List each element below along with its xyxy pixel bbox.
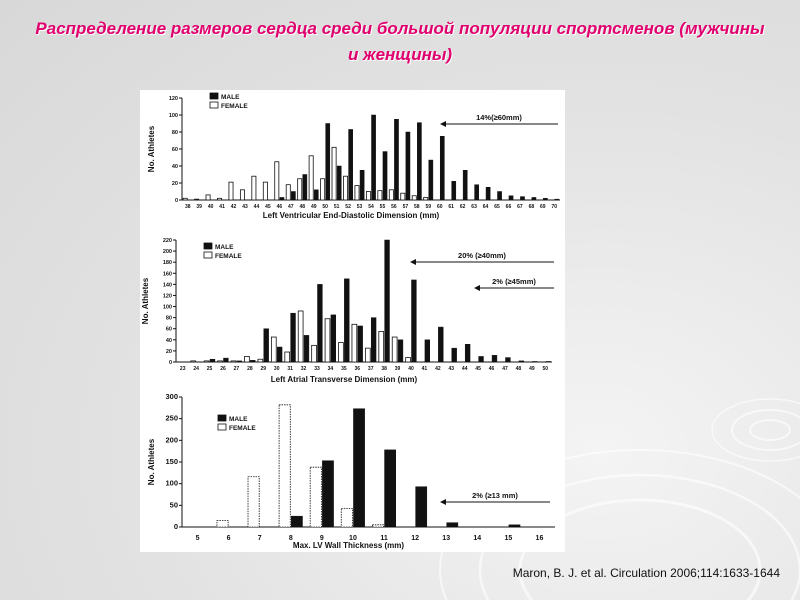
bar-female-38 [379,332,384,363]
bar-male-55 [383,152,387,200]
annotation-label: 2% (≥13 mm) [472,491,518,500]
bar-male-25 [210,359,215,362]
x-axis-label: Max. LV Wall Thickness (mm) [292,541,405,550]
x-tick-label: 53 [356,204,363,210]
annotation-label: 2% (≥45mm) [492,277,536,286]
bar-male-27 [237,361,242,362]
y-tick-label: 200 [165,435,178,445]
chart-3 [147,392,555,550]
bar-male-32 [304,335,309,362]
y-tick-label: 140 [162,282,172,289]
x-tick-label: 25 [206,366,213,372]
bar-male-10 [353,409,364,527]
bar-male-43 [452,348,457,362]
x-tick-label: 15 [504,535,513,542]
bar-female-41 [217,198,221,200]
x-tick-label: 33 [314,366,320,372]
y-tick-label: 0 [174,198,178,204]
x-tick-label: 11 [380,535,388,542]
y-tick-label: 200 [162,249,172,256]
y-tick-label: 100 [168,113,178,119]
bar-male-46 [280,197,284,200]
x-tick-label: 31 [287,366,293,372]
bar-male-58 [417,123,421,200]
bar-female-11 [372,525,383,527]
bar-male-49 [532,361,537,362]
x-tick-label: 70 [551,204,558,210]
bar-male-31 [291,313,296,362]
y-tick-label: 250 [165,413,178,423]
x-tick-label: 39 [394,366,401,372]
x-tick-label: 51 [333,204,340,210]
bar-male-33 [318,284,323,362]
x-tick-label: 5 [195,535,200,542]
annotation-arrow-head [410,259,416,265]
x-tick-label: 28 [247,366,253,372]
y-axis-label: No. Athletes [147,438,156,486]
bar-female-9 [310,467,321,527]
bar-male-12 [416,487,427,527]
x-tick-label: 48 [515,366,522,372]
bar-male-9 [322,461,333,527]
bar-female-39 [195,199,199,200]
bar-male-62 [463,170,467,200]
x-tick-label: 37 [367,366,374,372]
chart-2 [141,238,554,384]
bar-male-50 [326,124,330,201]
bar-male-53 [360,170,364,200]
y-tick-label: 300 [165,392,178,401]
x-tick-label: 43 [448,366,455,372]
bar-male-35 [344,279,349,362]
bar-male-63 [475,185,479,200]
x-tick-label: 32 [300,366,307,372]
bar-female-59 [424,197,428,200]
y-tick-label: 100 [165,478,178,488]
x-tick-label: 41 [421,366,428,372]
bar-male-38 [385,240,390,362]
bar-female-40 [406,358,411,362]
legend-label-male: MALE [229,416,248,423]
bar-male-11 [385,450,396,527]
x-tick-label: 41 [219,204,225,210]
annotation-arrow-head [440,121,446,127]
x-axis-label: Left Atrial Transverse Dimension (mm) [270,375,418,384]
bar-male-49 [314,190,318,200]
bar-male-64 [486,187,490,200]
y-axis-label: No. Athletes [141,277,150,325]
bar-female-39 [392,337,397,362]
bar-male-29 [264,329,269,362]
x-tick-label: 68 [528,204,535,210]
y-tick-label: 20 [171,181,178,187]
y-tick-label: 40 [165,337,172,344]
bar-male-40 [412,280,417,362]
bar-male-65 [498,192,502,201]
bar-female-54 [366,192,370,201]
x-tick-label: 39 [196,204,202,210]
y-tick-label: 60 [165,326,172,333]
x-tick-label: 38 [381,366,387,372]
bar-male-61 [452,181,456,200]
x-tick-label: 13 [442,535,451,542]
bar-male-41 [425,340,430,362]
x-tick-label: 50 [542,366,549,372]
bar-female-48 [298,179,302,200]
x-tick-label: 49 [529,366,535,372]
x-tick-label: 35 [341,366,347,372]
x-tick-label: 45 [475,366,481,372]
bar-male-52 [349,129,353,200]
bar-female-27 [231,361,236,362]
bar-male-50 [546,361,551,362]
x-tick-label: 42 [230,204,237,210]
bar-female-47 [286,185,290,200]
y-tick-label: 160 [162,271,172,278]
x-tick-label: 7 [257,535,262,542]
bar-female-29 [258,359,263,362]
x-tick-label: 23 [179,366,186,372]
bar-male-15 [509,525,520,527]
x-tick-label: 8 [288,535,293,542]
bar-female-34 [325,319,330,362]
bar-male-68 [532,197,536,200]
bar-male-8 [291,516,302,527]
x-tick-label: 56 [391,204,397,210]
bar-female-31 [285,352,290,362]
x-tick-label: 29 [260,366,267,372]
x-tick-label: 6 [226,535,231,542]
x-tick-label: 26 [220,366,226,372]
bar-female-57 [401,193,405,200]
y-tick-label: 80 [165,315,172,322]
bar-female-37 [365,348,370,362]
bar-female-26 [218,361,223,362]
x-tick-label: 50 [322,204,328,210]
bar-male-26 [224,358,229,362]
bar-female-28 [245,356,250,362]
bar-male-70 [555,199,559,200]
bar-female-8 [279,405,290,527]
bar-male-39 [398,340,403,362]
x-tick-label: 59 [425,204,432,210]
bar-female-42 [229,182,233,200]
y-axis-label: No. Athletes [147,125,156,173]
bar-male-47 [291,192,295,201]
chart-1 [147,93,560,220]
x-axis-label: Left Ventricular End-Diastolic Dimension (mm) [262,211,440,220]
legend-swatch-female [204,252,212,258]
y-tick-label: 0 [173,522,178,531]
x-tick-label: 40 [207,204,214,210]
bar-female-52 [343,176,347,200]
bar-female-7 [248,477,259,527]
x-tick-label: 55 [379,204,386,210]
bar-male-13 [447,523,458,527]
x-tick-label: 27 [233,366,240,372]
x-tick-label: 57 [402,204,409,210]
legend-swatch-male [204,243,212,249]
x-tick-label: 40 [408,366,414,372]
x-tick-label: 65 [494,204,500,210]
x-tick-label: 38 [184,204,191,210]
y-tick-label: 20 [165,348,172,355]
bar-male-47 [506,358,511,362]
x-tick-label: 9 [319,535,324,542]
bar-male-45 [479,356,484,362]
y-tick-label: 80 [171,130,178,136]
y-tick-label: 100 [162,304,172,311]
y-tick-label: 0 [168,360,172,366]
bar-male-67 [520,197,524,200]
y-tick-label: 120 [162,293,172,300]
legend-label-female: FEMALE [221,103,248,110]
x-tick-label: 48 [299,204,306,210]
bar-female-10 [341,508,352,527]
x-tick-label: 47 [288,204,294,210]
x-tick-label: 69 [540,204,546,210]
x-tick-label: 12 [411,535,420,542]
bar-female-50 [321,179,325,200]
x-tick-label: 24 [193,366,199,372]
y-tick-label: 150 [165,457,178,466]
legend-label-male: MALE [221,94,240,101]
bar-female-25 [204,361,209,362]
bar-female-30 [271,337,276,362]
x-tick-label: 34 [327,366,334,372]
x-tick-label: 66 [505,204,512,210]
bar-female-55 [378,191,382,200]
bar-male-42 [438,327,443,362]
bar-male-48 [519,361,524,362]
x-tick-label: 64 [482,204,489,210]
x-tick-label: 67 [517,204,523,210]
bar-female-43 [240,190,244,200]
bar-female-46 [275,162,279,200]
bar-female-58 [412,196,416,200]
x-tick-label: 42 [435,366,441,372]
y-tick-label: 180 [162,260,172,267]
annotation-label: 14%(≥60mm) [476,113,522,122]
x-tick-label: 46 [488,366,495,372]
x-tick-label: 36 [354,366,361,372]
y-tick-label: 50 [169,500,178,510]
y-tick-label: 120 [168,96,178,102]
x-tick-label: 43 [242,204,248,210]
x-tick-label: 45 [265,204,271,210]
bar-male-54 [372,115,376,200]
bar-female-44 [252,176,256,200]
y-tick-label: 40 [171,164,178,170]
y-tick-label: 60 [171,147,178,153]
bar-male-30 [277,347,282,362]
bar-female-35 [339,343,344,362]
x-tick-label: 10 [349,535,357,542]
annotation-arrow-head [474,285,480,291]
bar-male-44 [465,344,470,362]
bar-female-56 [389,190,393,200]
bar-female-33 [312,345,317,362]
annotation-arrow-head [440,499,446,505]
figure-panel [140,90,565,552]
legend-swatch-female [210,102,218,108]
x-tick-label: 52 [345,204,351,210]
legend-swatch-male [218,415,226,421]
bar-male-34 [331,315,336,362]
legend-label-female: FEMALE [229,425,256,432]
x-tick-label: 16 [535,535,544,542]
bar-male-28 [250,360,255,362]
x-tick-label: 47 [502,366,508,372]
x-tick-label: 44 [461,366,468,372]
bar-male-48 [303,175,307,201]
citation-text: Maron, B. J. et al. Circulation 2006;114:1633-1644 [512,566,780,580]
x-tick-label: 44 [253,204,260,210]
bar-female-49 [309,156,313,200]
bar-male-66 [509,196,513,200]
x-tick-label: 30 [273,366,280,372]
bar-female-45 [263,182,267,200]
bar-female-32 [298,311,303,362]
bar-male-56 [394,119,398,200]
bar-male-46 [492,355,497,362]
legend-label-female: FEMALE [215,253,242,260]
bar-female-24 [191,361,196,362]
x-tick-label: 49 [310,204,317,210]
annotation-label: 20% (≥40mm) [458,251,506,260]
bar-female-53 [355,186,359,200]
bar-female-40 [206,195,210,200]
x-tick-label: 62 [459,204,466,210]
bar-male-37 [371,318,376,362]
legend-label-male: MALE [215,244,234,251]
x-tick-label: 58 [414,204,420,210]
x-tick-label: 60 [436,204,443,210]
bar-female-36 [352,324,357,362]
bar-male-36 [358,326,363,362]
y-tick-label: 220 [162,238,172,244]
x-tick-label: 46 [276,204,283,210]
bar-male-57 [406,132,410,200]
bar-female-51 [332,147,336,200]
bar-male-51 [337,166,341,200]
histogram-figure [140,90,565,552]
x-tick-label: 54 [368,204,374,210]
bar-male-69 [543,198,547,200]
legend-swatch-male [210,93,218,99]
x-tick-label: 61 [448,204,454,210]
bar-male-60 [440,136,444,200]
slide-title: Распределение размеров сердца среди большой популяции спортсменов (мужчины и женщины) [35,19,765,64]
bar-male-59 [429,160,433,200]
bar-female-38 [183,198,187,200]
legend-swatch-female [218,424,226,430]
bar-female-6 [217,521,228,528]
x-tick-label: 14 [473,535,482,542]
x-tick-label: 63 [471,204,477,210]
